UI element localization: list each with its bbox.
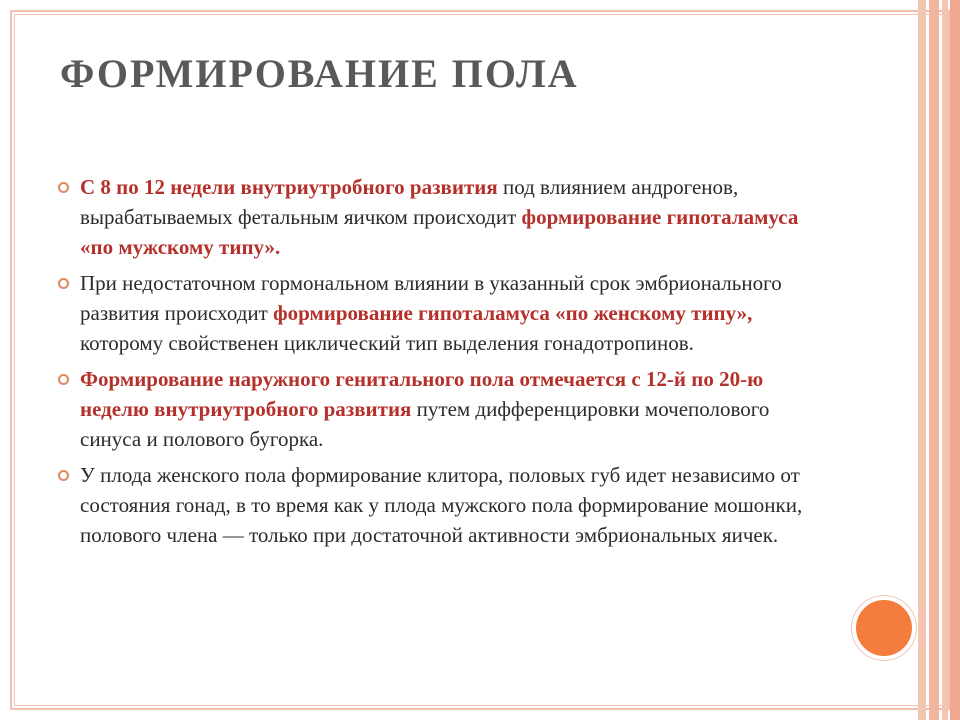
bullet-paragraph (58, 364, 818, 454)
stripe (929, 0, 939, 720)
bullet-paragraph (58, 172, 818, 262)
body-text: У плода женского пола формирование клитора, половых губ идет независимо от состояния гонад, в то время как у плода мужского пола формирование мошонки, полового члена — только при достаточной активности эмбриональных яичек. (80, 463, 803, 547)
bullet-circle-icon (58, 470, 69, 481)
body-text: При недостаточном гормональном влиянии в указанный срок эмбрионального развития происходит (80, 271, 782, 325)
stripe (918, 0, 926, 720)
highlight-text: формирование гипоталамуса «по мужскому типу». (80, 205, 799, 259)
bullet-circle-icon (58, 182, 69, 193)
body-text: под влиянием андрогенов, вырабатываемых фетальным яичком происходит (80, 175, 739, 229)
bullet-circle-icon (58, 374, 69, 385)
highlight-text: С 8 по 12 недели внутриутробного развития (80, 175, 498, 199)
stripe (942, 0, 948, 720)
slide-body (58, 172, 818, 556)
stripe (950, 0, 960, 720)
highlight-text: формирование гипоталамуса «по женскому типу», (273, 301, 753, 325)
slide-title: ФОРМИРОВАНИЕ ПОЛА (60, 51, 579, 96)
bullet-circle-icon (58, 278, 69, 289)
orange-circle-icon (856, 600, 912, 656)
decorative-stripes (918, 0, 960, 720)
body-text: путем дифференцировки мочеполового синуса и полового бугорка. (80, 397, 770, 451)
bullet-paragraph (58, 268, 818, 358)
highlight-text: Формирование наружного генитального пола отмечается с 12-й по 20-ю неделю внутриутробного развития (80, 367, 764, 421)
body-text: которому свойственен циклический тип выделения гонадотропинов. (80, 331, 694, 355)
bullet-paragraph (58, 460, 818, 550)
